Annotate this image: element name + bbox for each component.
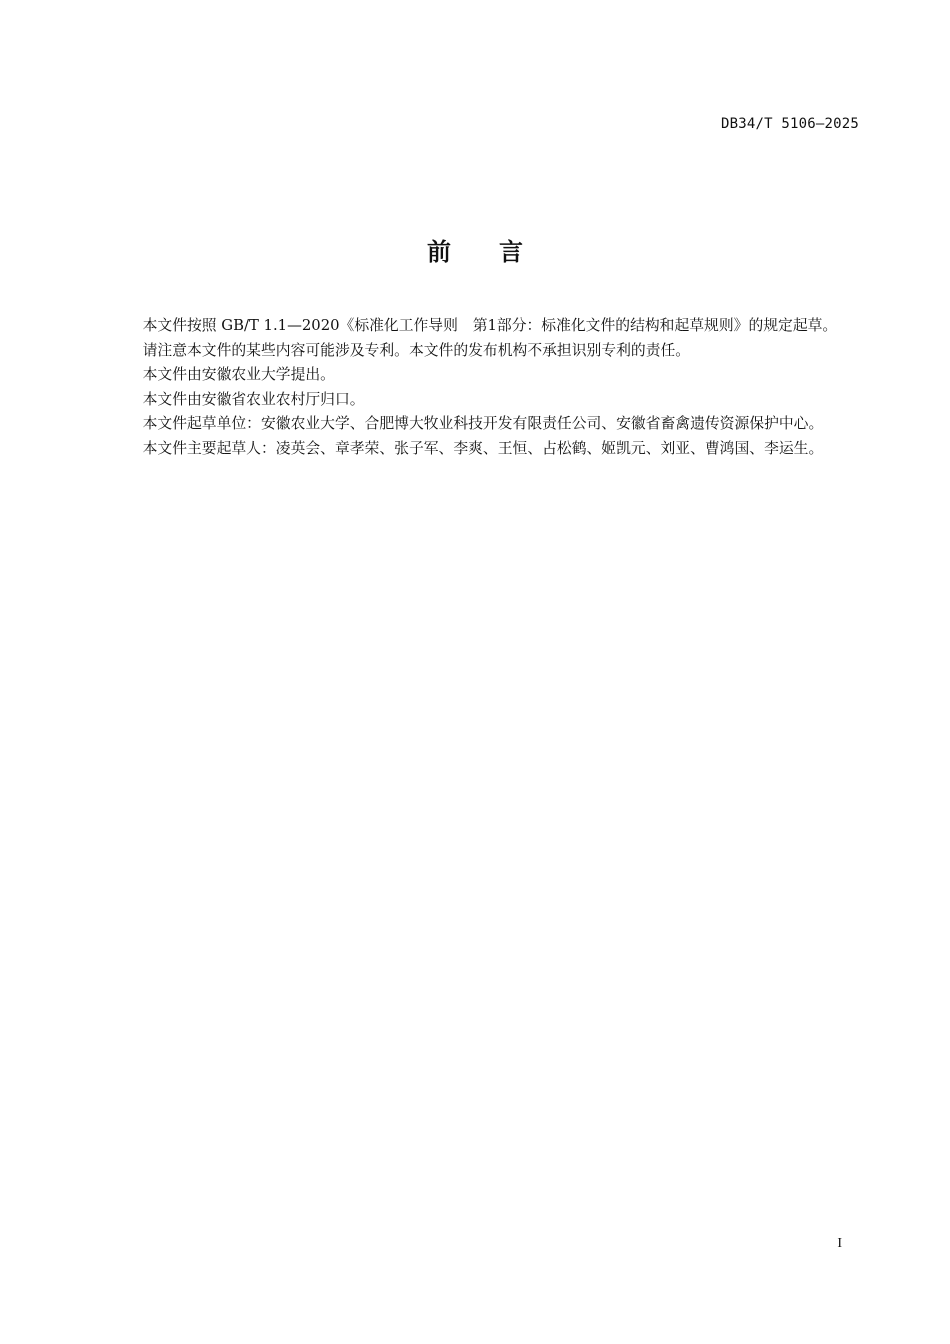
page-title: 前言: [427, 238, 571, 266]
paragraph-drafting-rules: 本文件按照 GB/T 1.1—2020《标准化工作导则 第1部分：标准化文件的结构和起草规则》的规定起草。: [142, 317, 838, 334]
paragraph-drafters: 本文件主要起草人：凌英会、章孝荣、张子军、李爽、王恒、占松鹤、姬凯元、刘亚、曹鸿国、李运生。: [142, 439, 824, 457]
foreword-body: [113, 314, 859, 461]
paragraph-drafting-units: 本文件起草单位：安徽农业大学、合肥博大牧业科技开发有限责任公司、安徽省畜禽遗传资源保护中心。: [142, 415, 824, 432]
page-number: I: [837, 1236, 842, 1251]
paragraph-proposer: 本文件由安徽农业大学提出。: [142, 366, 335, 383]
paragraph-administrator: 本文件由安徽省农业农村厅归口。: [142, 390, 365, 408]
document-code: DB34/T 5106—2025: [720, 116, 859, 132]
paragraph-patent-notice: 请注意本文件的某些内容可能涉及专利。本文件的发布机构不承担识别专利的责任。: [142, 341, 691, 359]
